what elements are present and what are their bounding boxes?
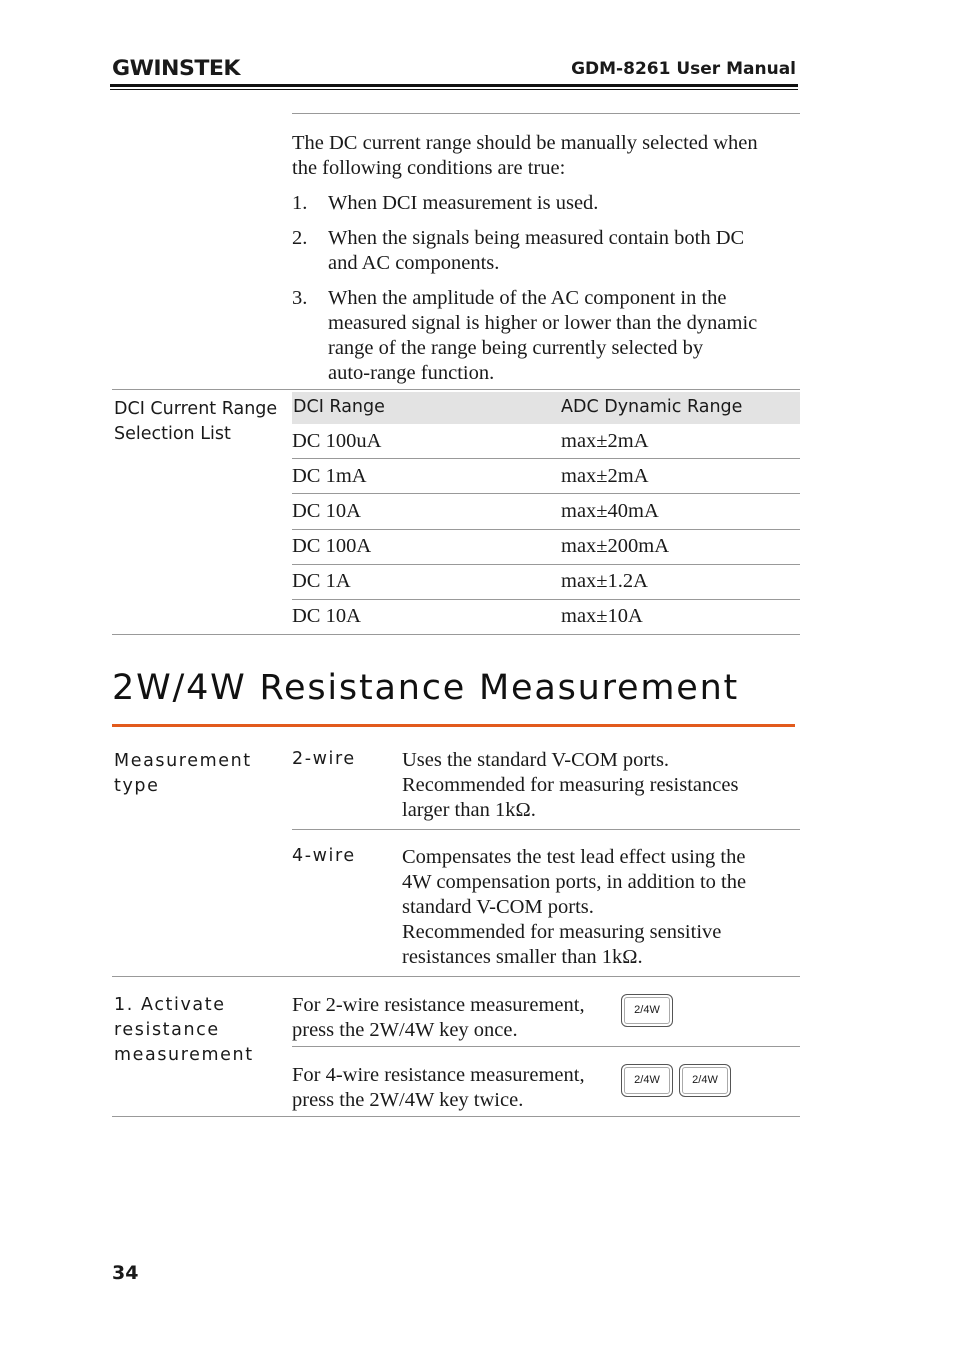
header-rule xyxy=(110,84,798,87)
table-cell: max±10A xyxy=(561,605,643,627)
measurement-type-label xyxy=(114,749,252,799)
table-cell: DC 100uA xyxy=(292,430,382,452)
list-item xyxy=(292,286,802,386)
list-text: auto-range function. xyxy=(328,362,495,384)
list-text: When DCI measurement is used. xyxy=(328,192,599,214)
section-bottom-divider xyxy=(112,1116,800,1117)
label-line: measurement xyxy=(114,1045,254,1065)
row-divider xyxy=(292,1046,800,1047)
header-rule-thin xyxy=(110,89,798,90)
step-2w-instructions xyxy=(292,993,585,1043)
row-divider xyxy=(292,829,800,830)
two-wire-label: 2-wire xyxy=(292,749,356,769)
brand-logo: GWINSTEK xyxy=(112,56,240,80)
conditions-list xyxy=(292,191,802,386)
list-number: 1. xyxy=(292,192,308,214)
label-line: type xyxy=(114,776,160,796)
table-top-divider xyxy=(112,389,800,390)
intro-paragraph-line: The DC current range should be manually selected when xyxy=(292,132,758,154)
label-line: Measurement xyxy=(114,751,252,771)
step-4w-instructions xyxy=(292,1063,585,1113)
instruction-line: press the 2W/4W key once. xyxy=(292,1019,518,1041)
activate-step-label xyxy=(114,993,254,1068)
row-divider xyxy=(292,529,800,530)
label-line: Selection List xyxy=(114,424,231,444)
row-divider xyxy=(292,493,800,494)
intro-paragraph xyxy=(292,131,758,181)
row-divider xyxy=(292,599,800,600)
instruction-line: press the 2W/4W key twice. xyxy=(292,1089,524,1111)
section-title: 2W/4W Resistance Measurement xyxy=(112,668,740,708)
2w-4w-key[interactable]: 2/4W xyxy=(621,1064,673,1097)
four-wire-label: 4-wire xyxy=(292,846,356,866)
list-number: 2. xyxy=(292,227,308,249)
table-cell: max±200mA xyxy=(561,535,670,557)
table-cell: DC 100A xyxy=(292,535,372,557)
manual-title: GDM-8261 User Manual xyxy=(571,59,796,79)
section-divider xyxy=(112,976,800,977)
instruction-line: For 4-wire resistance measurement, xyxy=(292,1064,585,1086)
label-line: resistance xyxy=(114,1020,220,1040)
desc-line: larger than 1kΩ. xyxy=(402,799,536,821)
instruction-line: For 2-wire resistance measurement, xyxy=(292,994,585,1016)
desc-line: standard V-COM ports. xyxy=(402,896,594,918)
desc-line: resistances smaller than 1kΩ. xyxy=(402,946,643,968)
table-cell: DC 1A xyxy=(292,570,351,592)
list-text: When the amplitude of the AC component in the xyxy=(328,287,727,309)
label-line: DCI Current Range xyxy=(114,399,278,419)
2w-4w-key[interactable]: 2/4W xyxy=(621,994,673,1027)
desc-line: Recommended for measuring sensitive xyxy=(402,921,722,943)
2w-4w-key[interactable]: 2/4W xyxy=(679,1064,731,1097)
table-cell: max±2mA xyxy=(561,430,649,452)
desc-line: 4W compensation ports, in addition to the xyxy=(402,871,747,893)
list-text: range of the range being currently selected by xyxy=(328,337,704,359)
four-wire-description xyxy=(402,845,746,970)
list-text: measured signal is higher or lower than the dynamic xyxy=(328,312,758,334)
dci-range-list-label xyxy=(114,397,277,447)
table-cell: max±40mA xyxy=(561,500,659,522)
desc-line: Compensates the test lead effect using the xyxy=(402,846,746,868)
table-cell: DC 10A xyxy=(292,500,361,522)
list-text: When the signals being measured contain both DC xyxy=(328,227,745,249)
table-bottom-divider xyxy=(112,634,800,635)
two-wire-description xyxy=(402,748,738,823)
section-rule xyxy=(112,724,795,727)
row-divider xyxy=(292,458,800,459)
column-header-adc-range: ADC Dynamic Range xyxy=(561,397,743,417)
desc-line: Recommended for measuring resistances xyxy=(402,774,739,796)
label-line: 1. Activate xyxy=(114,995,226,1015)
page-number: 34 xyxy=(112,1262,139,1284)
list-number: 3. xyxy=(292,287,308,309)
table-cell: DC 1mA xyxy=(292,465,367,487)
table-cell: max±2mA xyxy=(561,465,649,487)
row-divider xyxy=(292,564,800,565)
column-header-dci-range: DCI Range xyxy=(293,397,385,417)
intro-paragraph-line: the following conditions are true: xyxy=(292,157,566,179)
table-cell: DC 10A xyxy=(292,605,361,627)
table-cell: max±1.2A xyxy=(561,570,648,592)
list-item xyxy=(292,226,802,276)
list-item xyxy=(292,191,802,216)
list-text: and AC components. xyxy=(328,252,500,274)
intro-top-divider xyxy=(292,113,800,114)
desc-line: Uses the standard V-COM ports. xyxy=(402,749,670,771)
